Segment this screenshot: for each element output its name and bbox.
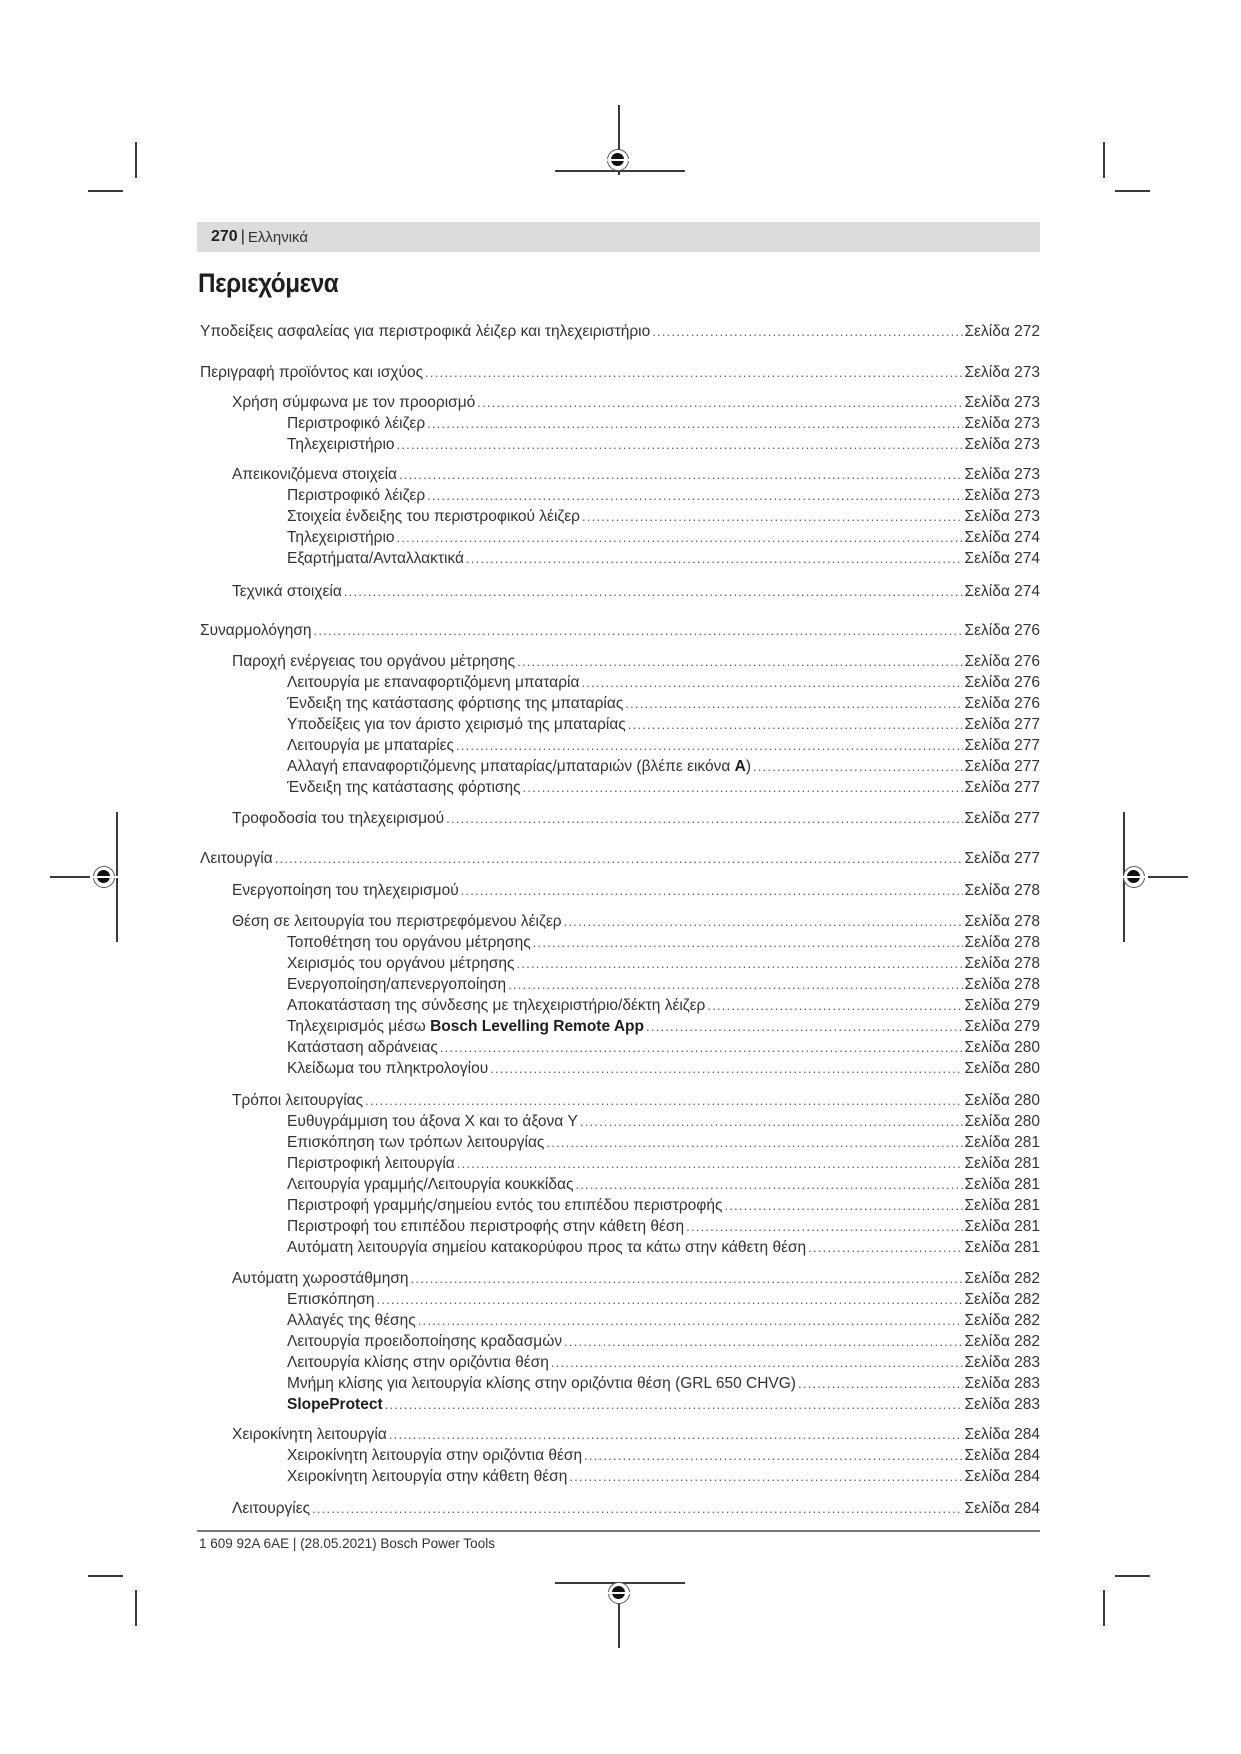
toc-entry-page: Σελίδα 273: [964, 394, 1040, 411]
toc-entry-label: Μνήμη κλίσης για λειτουργία κλίσης στην οριζόντια θέση (GRL 650 CHVG): [287, 1375, 796, 1392]
dot-leader: [569, 1469, 962, 1484]
toc-entry[interactable]: [287, 758, 1040, 777]
toc-entry[interactable]: [232, 1270, 1040, 1289]
toc-entry-page: Σελίδα 273: [964, 436, 1040, 453]
toc-entry[interactable]: [287, 415, 1040, 434]
toc-entry-label: Χειροκίνητη λειτουργία στην οριζόντια θέση: [287, 1447, 583, 1464]
page-header: [197, 222, 1040, 252]
toc-entry-page: Σελίδα 284: [964, 1468, 1040, 1485]
dot-leader: [580, 1114, 963, 1129]
toc-entry-page: Σελίδα 278: [964, 934, 1040, 951]
toc-entry-label: Χειρισμός του οργάνου μέτρησης: [287, 955, 515, 972]
toc-entry-label: Περιστροφή του επιπέδου περιστροφής στην κάθετη θέση: [287, 1218, 685, 1235]
toc-entry[interactable]: [287, 1113, 1040, 1132]
toc-entry-label: Λειτουργία: [200, 850, 273, 867]
toc-entry[interactable]: [232, 466, 1040, 485]
dot-leader: [385, 1397, 963, 1412]
dot-leader: [652, 324, 962, 339]
toc-entry-page: Σελίδα 282: [964, 1312, 1040, 1329]
toc-entry[interactable]: [287, 550, 1040, 569]
dot-leader: [397, 437, 963, 452]
crop-mark-top-left-vertical: [135, 142, 137, 178]
toc-entry-label: Αποκατάσταση της σύνδεσης με τηλεχειριστήριο/δέκτη λέιζερ: [287, 997, 706, 1014]
dot-leader: [389, 1427, 963, 1442]
toc-entry-page: Σελίδα 280: [964, 1039, 1040, 1056]
toc-entry[interactable]: [287, 1396, 1040, 1415]
toc-entry-label: Επισκόπηση: [287, 1291, 375, 1308]
dot-leader: [365, 1093, 962, 1108]
dot-leader: [508, 977, 962, 992]
toc-entry-label: Τηλεχειρισμός μέσω Bosch Levelling Remote App: [287, 1018, 644, 1035]
toc-entry-page: Σελίδα 284: [964, 1500, 1040, 1517]
toc-entry-label: Υποδείξεις ασφαλείας για περιστροφικά λέιζερ και τηλεχειριστήριο: [200, 323, 651, 340]
toc-entry-label: Αλλαγές της θέσης: [287, 1312, 416, 1329]
toc-entry[interactable]: [287, 1060, 1040, 1079]
crop-mark-bottom-left-horizontal: [88, 1575, 123, 1577]
toc-entry-page: Σελίδα 274: [964, 529, 1040, 546]
dot-leader: [808, 1240, 962, 1255]
dot-leader: [564, 1334, 962, 1349]
dot-leader: [275, 851, 963, 866]
toc-entry-label: Επισκόπηση των τρόπων λειτουργίας: [287, 1134, 545, 1151]
toc-entry-page: Σελίδα 278: [964, 955, 1040, 972]
toc-entry-page: Σελίδα 282: [964, 1270, 1040, 1287]
toc-entry-page: Σελίδα 283: [964, 1375, 1040, 1392]
toc-entry-label: Υποδείξεις για τον άριστο χειρισμό της μπαταρίας: [287, 716, 626, 733]
toc-entry-label: Λειτουργία προειδοποίησης κραδασμών: [287, 1333, 563, 1350]
dot-leader: [724, 1198, 962, 1213]
dot-leader: [707, 998, 962, 1013]
toc-entry[interactable]: [232, 394, 1040, 413]
dot-leader: [686, 1219, 962, 1234]
toc-entry-label: Ενεργοποίηση του τηλεχειρισμού: [232, 882, 459, 899]
toc-entry[interactable]: [287, 674, 1040, 693]
toc-entry[interactable]: [232, 1426, 1040, 1445]
toc-entry[interactable]: [287, 1468, 1040, 1487]
dot-leader: [399, 467, 963, 482]
toc-entry-page: Σελίδα 283: [964, 1354, 1040, 1371]
toc-entry[interactable]: [287, 779, 1040, 798]
toc-entry-label: Αυτόματη λειτουργία σημείου κατακορύφου προς τα κάτω στην κάθετη θέση: [287, 1239, 807, 1256]
toc-entry-label: Λειτουργίες: [232, 1500, 311, 1517]
toc-entry-label: Λειτουργία με επαναφορτιζόμενη μπαταρία: [287, 674, 580, 691]
dot-leader: [533, 935, 963, 950]
toc-entry[interactable]: [287, 997, 1040, 1016]
header-separator: |: [240, 228, 245, 245]
toc-entry-label: Περιστροφή γραμμής/σημείου εντός του επιπέδου περιστροφής: [287, 1197, 723, 1214]
language-label: Ελληνικά: [247, 228, 309, 246]
toc-entry[interactable]: [287, 955, 1040, 974]
toc-entry-page: Σελίδα 281: [964, 1197, 1040, 1214]
toc-entry[interactable]: [232, 913, 1040, 932]
toc-entry[interactable]: [200, 323, 1040, 342]
registration-target-icon: [93, 866, 115, 888]
crop-mark-top-right-horizontal: [1115, 190, 1150, 192]
toc-entry[interactable]: [287, 1291, 1040, 1310]
toc-entry-label: Ένδειξη της κατάστασης φόρτισης: [287, 779, 521, 796]
toc-entry[interactable]: [287, 695, 1040, 714]
page-title: Περιεχόμενα: [198, 268, 339, 298]
crop-mark-bottom-left-vertical: [135, 1590, 137, 1626]
toc-entry-page: Σελίδα 277: [964, 716, 1040, 733]
dot-leader: [564, 914, 963, 929]
toc-entry-page: Σελίδα 273: [964, 466, 1040, 483]
toc-entry-label: Περιστροφικό λέιζερ: [287, 487, 426, 504]
dot-leader: [456, 738, 963, 753]
toc-entry[interactable]: [287, 1333, 1040, 1352]
toc-entry-page: Σελίδα 276: [964, 622, 1040, 639]
toc-entry-label: Ένδειξη της κατάστασης φόρτισης της μπαταρίας: [287, 695, 624, 712]
dot-leader: [418, 1313, 963, 1328]
toc-entry-label: Κατάσταση αδράνειας: [287, 1039, 438, 1056]
toc-entry[interactable]: [287, 487, 1040, 506]
toc-entry-label: Περιστροφική λειτουργία: [287, 1155, 455, 1172]
registration-target-icon: [1123, 866, 1145, 888]
toc-entry[interactable]: [287, 1312, 1040, 1331]
toc-entry[interactable]: [287, 1354, 1040, 1373]
toc-entry-label: Απεικονιζόμενα στοιχεία: [232, 466, 398, 483]
toc-entry-label: Εξαρτήματα/Ανταλλακτικά: [287, 550, 464, 567]
toc-entry-page: Σελίδα 273: [964, 487, 1040, 504]
dot-leader: [798, 1376, 963, 1391]
toc-entry-page: Σελίδα 283: [964, 1396, 1040, 1413]
crop-mark-top-left-horizontal: [88, 190, 123, 192]
toc-entry[interactable]: [287, 1155, 1040, 1174]
toc-entry[interactable]: [232, 882, 1040, 901]
toc-entry[interactable]: [287, 508, 1040, 527]
toc-entry-page: Σελίδα 277: [964, 737, 1040, 754]
dot-leader: [523, 780, 963, 795]
dot-leader: [312, 1501, 962, 1516]
toc-entry-page: Σελίδα 284: [964, 1447, 1040, 1464]
toc-entry-page: Σελίδα 284: [964, 1426, 1040, 1443]
dot-leader: [575, 1177, 962, 1192]
dot-leader: [466, 551, 963, 566]
toc-entry[interactable]: [287, 976, 1040, 995]
toc-entry-page: Σελίδα 277: [964, 779, 1040, 796]
toc-entry-page: Σελίδα 274: [964, 583, 1040, 600]
dot-leader: [646, 1019, 963, 1034]
crop-mark-bottom-right-horizontal: [1115, 1575, 1150, 1577]
toc-entry[interactable]: [287, 1218, 1040, 1237]
toc-entry-label: Αυτόματη χωροστάθμηση: [232, 1270, 409, 1287]
toc-entry-page: Σελίδα 278: [964, 976, 1040, 993]
footer-divider: [197, 1530, 1040, 1532]
toc-entry-label: Τεχνικά στοιχεία: [232, 583, 342, 600]
toc-entry-label: Ευθυγράμμιση του άξονα X και το άξονα Y: [287, 1113, 578, 1130]
dot-leader: [461, 883, 963, 898]
toc-entry[interactable]: [232, 653, 1040, 672]
toc-entry-label: Περιστροφικό λέιζερ: [287, 415, 426, 432]
toc-entry-page: Σελίδα 279: [964, 997, 1040, 1014]
dot-leader: [584, 1448, 962, 1463]
dot-leader: [625, 696, 962, 711]
toc-entry-page: Σελίδα 280: [964, 1092, 1040, 1109]
dot-leader: [546, 1135, 962, 1150]
toc-entry[interactable]: [200, 850, 1040, 869]
toc-entry-label: Χειροκίνητη λειτουργία στην κάθετη θέση: [287, 1468, 568, 1485]
toc-entry-label: Ενεργοποίηση/απενεργοποίηση: [287, 976, 507, 993]
toc-entry[interactable]: [287, 1176, 1040, 1195]
toc-entry[interactable]: [232, 1092, 1040, 1111]
toc-entry-label: Τροφοδοσία του τηλεχειρισμού: [232, 810, 445, 827]
toc-entry-label: Λειτουργία με μπαταρίες: [287, 737, 455, 754]
toc-entry[interactable]: [232, 583, 1040, 602]
dot-leader: [582, 509, 963, 524]
dot-leader: [344, 584, 963, 599]
toc-entry-label: Λειτουργία κλίσης στην οριζόντια θέση: [287, 1354, 549, 1371]
dot-leader: [477, 395, 962, 410]
toc-entry-label: Τοποθέτηση του οργάνου μέτρησης: [287, 934, 531, 951]
toc-entry-page: Σελίδα 281: [964, 1176, 1040, 1193]
toc-entry-label: Χρήση σύμφωνα με τον προορισμό: [232, 394, 476, 411]
dot-leader: [314, 623, 963, 638]
toc-entry-page: Σελίδα 280: [964, 1113, 1040, 1130]
toc-entry[interactable]: [287, 934, 1040, 953]
dot-leader: [517, 956, 963, 971]
dot-leader: [427, 416, 962, 431]
dot-leader: [377, 1292, 963, 1307]
toc-entry[interactable]: [287, 737, 1040, 756]
page-number: 270: [211, 228, 238, 245]
toc-entry-page: Σελίδα 282: [964, 1333, 1040, 1350]
toc-entry-page: Σελίδα 280: [964, 1060, 1040, 1077]
crop-mark-top-right-vertical: [1103, 142, 1105, 178]
toc-entry-page: Σελίδα 281: [964, 1239, 1040, 1256]
dot-leader: [490, 1061, 962, 1076]
toc-entry[interactable]: [232, 1500, 1040, 1519]
toc-entry[interactable]: [287, 529, 1040, 548]
toc-entry[interactable]: [287, 436, 1040, 455]
toc-entry-page: Σελίδα 276: [964, 695, 1040, 712]
dot-leader: [427, 488, 962, 503]
toc-entry-page: Σελίδα 281: [964, 1134, 1040, 1151]
toc-entry-page: Σελίδα 281: [964, 1218, 1040, 1235]
toc-entry-label: Στοιχεία ένδειξης του περιστροφικού λέιζερ: [287, 508, 580, 525]
toc-entry-label: Τηλεχειριστήριο: [287, 529, 395, 546]
dot-leader: [397, 530, 963, 545]
dot-leader: [411, 1271, 963, 1286]
dot-leader: [457, 1156, 963, 1171]
toc-entry-label: Συναρμολόγηση: [200, 622, 312, 639]
toc-entry-label: Περιγραφή προϊόντος και ισχύος: [200, 364, 424, 381]
toc-entry-page: Σελίδα 276: [964, 674, 1040, 691]
toc-entry-page: Σελίδα 278: [964, 913, 1040, 930]
dot-leader: [517, 654, 962, 669]
toc-entry[interactable]: [287, 1375, 1040, 1394]
dot-leader: [425, 365, 962, 380]
footer-text: 1 609 92A 6AE | (28.05.2021) Bosch Power Tools: [199, 1536, 495, 1551]
toc-entry[interactable]: [287, 1039, 1040, 1058]
dot-leader: [628, 717, 963, 732]
toc-entry-page: Σελίδα 274: [964, 550, 1040, 567]
toc-entry-page: Σελίδα 277: [964, 758, 1040, 775]
toc-entry-label: Αλλαγή επαναφορτιζόμενης μπαταρίας/μπαταριών (βλέπε εικόνα A): [287, 758, 751, 775]
toc-entry-page: Σελίδα 281: [964, 1155, 1040, 1172]
crop-mark-bottom-right-vertical: [1103, 1590, 1105, 1626]
toc-entry[interactable]: [287, 1018, 1040, 1037]
toc-entry-page: Σελίδα 273: [964, 415, 1040, 432]
dot-leader: [446, 811, 962, 826]
toc-entry-page: Σελίδα 277: [964, 810, 1040, 827]
toc-entry-label: Χειροκίνητη λειτουργία: [232, 1426, 387, 1443]
toc-entry-page: Σελίδα 276: [964, 653, 1040, 670]
toc-entry-label: Τηλεχειριστήριο: [287, 436, 395, 453]
registration-target-icon: [607, 149, 629, 171]
registration-target-icon: [608, 1582, 630, 1604]
dot-leader: [581, 675, 962, 690]
toc-entry-label: Παροχή ενέργειας του οργάνου μέτρησης: [232, 653, 516, 670]
toc-entry[interactable]: [200, 364, 1040, 383]
toc-entry-page: Σελίδα 282: [964, 1291, 1040, 1308]
toc-entry-label: Κλείδωμα του πληκτρολογίου: [287, 1060, 489, 1077]
toc-entry-label: Λειτουργία γραμμής/Λειτουργία κουκκίδας: [287, 1176, 574, 1193]
toc-entry[interactable]: [232, 810, 1040, 829]
toc-entry[interactable]: [287, 1447, 1040, 1466]
toc-entry-page: Σελίδα 278: [964, 882, 1040, 899]
toc-entry-label: Τρόποι λειτουργίας: [232, 1092, 364, 1109]
toc-entry-page: Σελίδα 273: [964, 508, 1040, 525]
toc-entry-page: Σελίδα 279: [964, 1018, 1040, 1035]
toc-entry-label: Θέση σε λειτουργία του περιστρεφόμενου λέιζερ: [232, 913, 562, 930]
toc-entry[interactable]: [287, 716, 1040, 735]
toc-entry-label: SlopeProtect: [287, 1396, 383, 1413]
toc-entry[interactable]: [287, 1239, 1040, 1258]
dot-leader: [440, 1040, 963, 1055]
dot-leader: [753, 759, 963, 774]
toc-entry-page: Σελίδα 273: [964, 364, 1040, 381]
toc-entry[interactable]: [287, 1134, 1040, 1153]
dot-leader: [551, 1355, 963, 1370]
toc-entry[interactable]: [200, 622, 1040, 641]
toc-entry[interactable]: [287, 1197, 1040, 1216]
toc-entry-page: Σελίδα 272: [964, 323, 1040, 340]
toc-entry-page: Σελίδα 277: [964, 850, 1040, 867]
